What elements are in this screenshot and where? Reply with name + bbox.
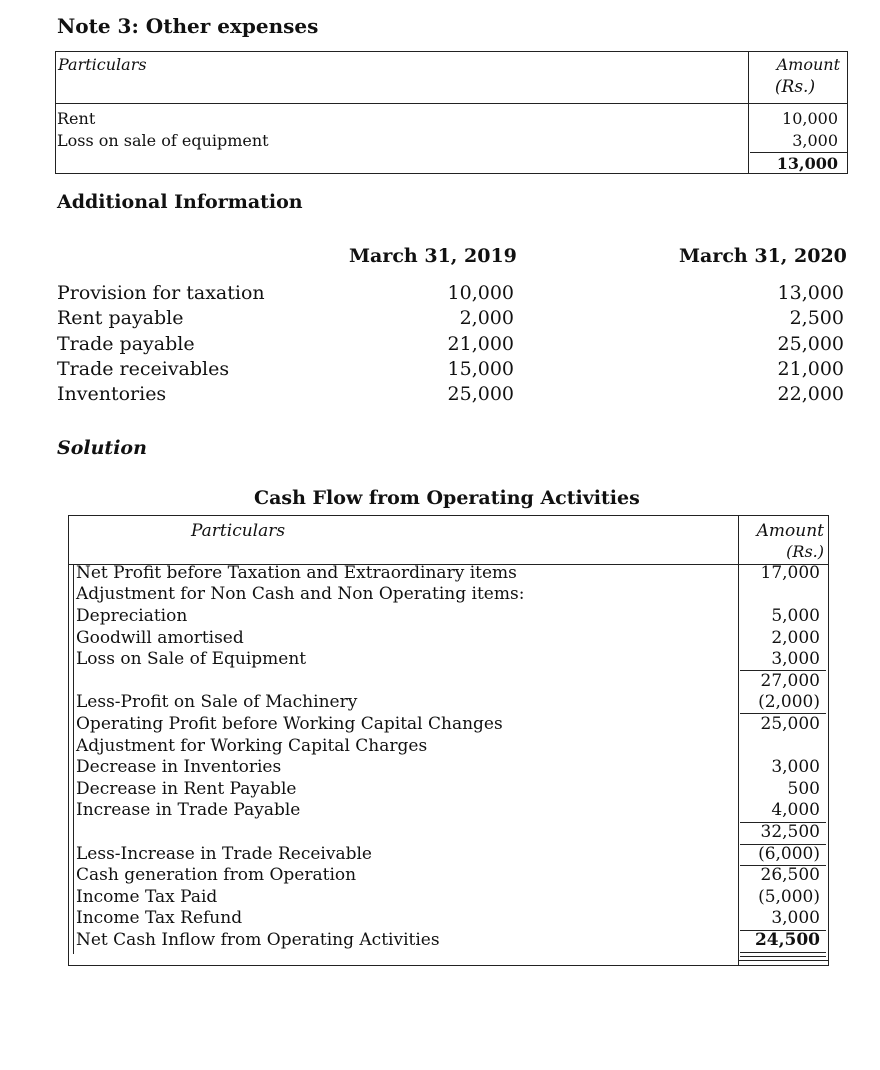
cashflow-row-label: Goodwill amortised bbox=[76, 628, 244, 648]
cashflow-row-amount: (6,000) bbox=[758, 844, 820, 864]
note3-header-amount: Amount bbox=[776, 55, 840, 74]
additional-row-2020: 21,000 bbox=[777, 358, 844, 380]
cashflow-row-label: Operating Profit before Working Capital Changes bbox=[76, 714, 503, 734]
additional-row-2019: 21,000 bbox=[447, 333, 514, 355]
cashflow-row-amount: 32,500 bbox=[760, 822, 820, 842]
cashflow-row-label: Net Profit before Taxation and Extraordinary items bbox=[76, 563, 517, 583]
cashflow-header-amount: Amount bbox=[756, 521, 824, 541]
cashflow-row-amount: 17,000 bbox=[760, 563, 820, 583]
cashflow-header-unit: (Rs.) bbox=[786, 542, 824, 561]
additional-row-2019: 15,000 bbox=[447, 358, 514, 380]
additional-row-2020: 22,000 bbox=[777, 383, 844, 405]
solution-title: Solution bbox=[57, 437, 147, 459]
note3-header-rule bbox=[55, 103, 848, 104]
cashflow-row-label: Less-Profit on Sale of Machinery bbox=[76, 692, 358, 712]
cashflow-row-amount: (5,000) bbox=[758, 887, 820, 907]
additional-row-label: Inventories bbox=[57, 383, 167, 405]
subtotal-rule bbox=[740, 956, 826, 957]
cashflow-double-rule bbox=[738, 960, 829, 961]
cashflow-row-amount: 4,000 bbox=[771, 800, 820, 820]
cashflow-row-amount: 3,000 bbox=[771, 908, 820, 928]
cashflow-row-amount: 3,000 bbox=[771, 649, 820, 669]
note3-header-unit: (Rs.) bbox=[774, 77, 816, 97]
cashflow-row-amount: 26,500 bbox=[760, 865, 820, 885]
note3-total: 13,000 bbox=[776, 154, 838, 173]
cashflow-row-amount: 5,000 bbox=[771, 606, 820, 626]
cashflow-header-particulars: Particulars bbox=[191, 521, 286, 541]
additional-row-2020: 2,500 bbox=[789, 307, 844, 329]
additional-row-label: Trade receivables bbox=[57, 358, 230, 380]
cashflow-row-label: Adjustment for Non Cash and Non Operating items: bbox=[76, 584, 525, 604]
cashflow-row-amount: 2,000 bbox=[771, 628, 820, 648]
cashflow-row-label: Increase in Trade Payable bbox=[76, 800, 301, 820]
additional-row-2019: 25,000 bbox=[447, 383, 514, 405]
subtotal-rule bbox=[740, 952, 826, 953]
note3-column-divider bbox=[748, 51, 749, 174]
note3-table bbox=[55, 51, 848, 174]
cashflow-row-label: Loss on Sale of Equipment bbox=[76, 649, 307, 669]
additional-row-label: Rent payable bbox=[57, 307, 184, 329]
note3-row-amount: 10,000 bbox=[782, 109, 838, 128]
cashflow-row-amount: 3,000 bbox=[771, 757, 820, 777]
additional-row-2020: 13,000 bbox=[777, 282, 844, 304]
cashflow-row-label: Income Tax Refund bbox=[76, 908, 243, 928]
cashflow-row-label: Decrease in Inventories bbox=[76, 757, 282, 777]
cashflow-row-label: Depreciation bbox=[76, 606, 188, 626]
col-2020-header: March 31, 2020 bbox=[679, 245, 847, 267]
cashflow-row-label: Adjustment for Working Capital Charges bbox=[76, 736, 428, 756]
cashflow-row-amount: 500 bbox=[787, 779, 820, 799]
note3-row-amount: 3,000 bbox=[792, 131, 838, 150]
note3-title: Note 3: Other expenses bbox=[57, 14, 319, 38]
cashflow-row-amount: (2,000) bbox=[758, 692, 820, 712]
cashflow-row-label: Net Cash Inflow from Operating Activities bbox=[76, 930, 440, 950]
cashflow-table-title: Cash Flow from Operating Activities bbox=[254, 487, 640, 509]
cashflow-inner-rule bbox=[73, 564, 74, 954]
additional-row-label: Provision for taxation bbox=[57, 282, 265, 304]
additional-row-2019: 10,000 bbox=[447, 282, 514, 304]
cashflow-column-divider bbox=[738, 515, 739, 966]
cashflow-row-label: Income Tax Paid bbox=[76, 887, 218, 907]
cashflow-row-label: Cash generation from Operation bbox=[76, 865, 357, 885]
cashflow-row-label: Decrease in Rent Payable bbox=[76, 779, 297, 799]
col-2019-header: March 31, 2019 bbox=[349, 245, 517, 267]
additional-row-label: Trade payable bbox=[57, 333, 195, 355]
additional-row-2020: 25,000 bbox=[777, 333, 844, 355]
cashflow-row-label: Less-Increase in Trade Receivable bbox=[76, 844, 372, 864]
cashflow-row-amount: 27,000 bbox=[760, 671, 820, 691]
note3-row-label: Loss on sale of equipment bbox=[57, 131, 269, 150]
cashflow-row-amount: 25,000 bbox=[760, 714, 820, 734]
note3-header-particulars: Particulars bbox=[58, 55, 147, 74]
note3-total-rule bbox=[750, 152, 848, 153]
cashflow-total-amount: 24,500 bbox=[754, 930, 820, 950]
additional-row-2019: 2,000 bbox=[459, 307, 514, 329]
additional-info-title: Additional Information bbox=[57, 191, 303, 213]
note3-row-label: Rent bbox=[57, 109, 96, 128]
